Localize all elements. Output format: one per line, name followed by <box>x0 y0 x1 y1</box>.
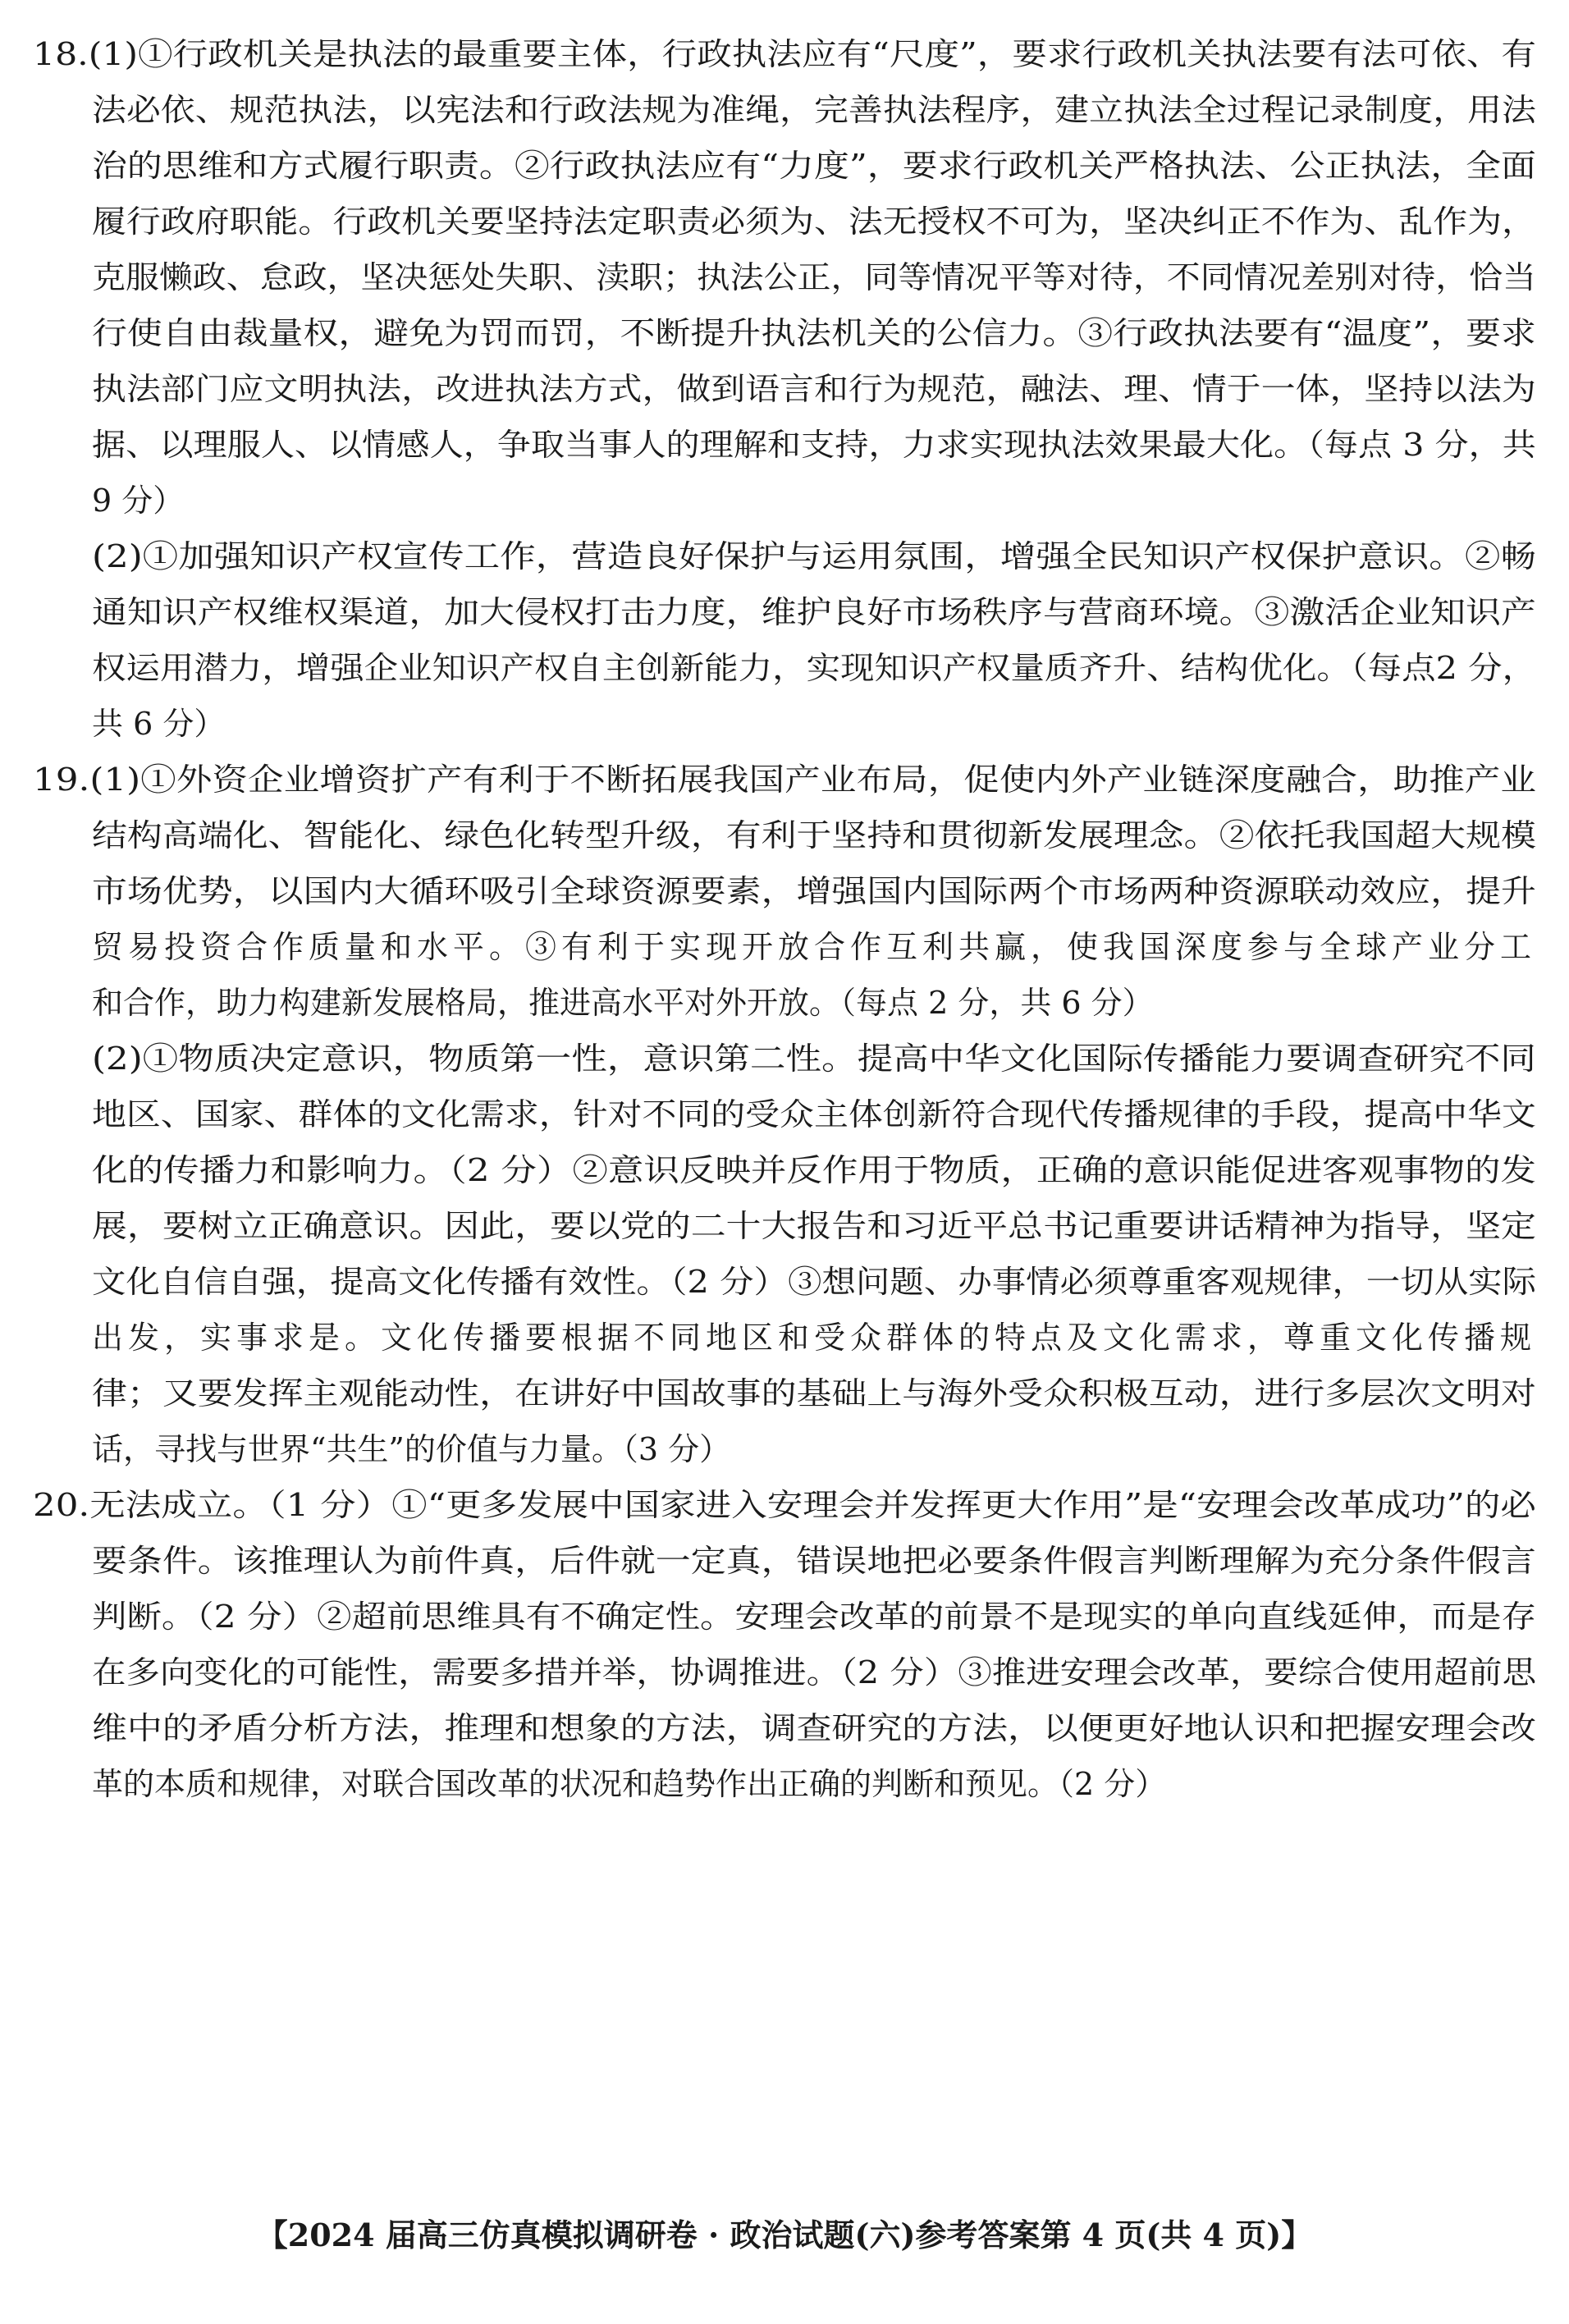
text-line: 共 6 分） <box>92 706 226 742</box>
text-line: 行使自由裁量权，避免为罚而罚，不断提升执法机关的公信力。③行政执法要有“温度”，要求 <box>92 315 1536 351</box>
text-line: 履行政府职能。行政机关要坚持法定职责必须为、法无授权不可为，坚决纠正不作为、乱作为， <box>92 204 1536 240</box>
text-line: 结构高端化、智能化、绿色化转型升级，有利于坚持和贯彻新发展理念。②依托我国超大规模 <box>92 817 1536 853</box>
text-line: 地区、国家、群体的文化需求，针对不同的受众主体创新符合现代传播规律的手段，提高中华文 <box>92 1096 1536 1132</box>
text-line: 文化自信自强，提高文化传播有效性。（2 分）③想问题、办事情必须尊重客观规律，一切从实际 <box>92 1264 1537 1300</box>
text-line: 执法部门应文明执法，改进执法方式，做到语言和行为规范，融法、理、情于一体，坚持以法为 <box>92 371 1536 407</box>
text-line: 治的思维和方式履行职责。②行政执法应有“力度”，要求行政机关严格执法、公正执法，全面 <box>92 148 1536 184</box>
text-line: 和合作，助力构建新发展格局，推进高水平对外开放。（每点 2 分，共 6 分） <box>92 985 1154 1021</box>
text-line: 律；又要发挥主观能动性，在讲好中国故事的基础上与海外受众积极互动，进行多层次文明对 <box>92 1375 1536 1411</box>
text-line: 18.(1)①行政机关是执法的最重要主体，行政执法应有“尺度”，要求行政机关执法要有法可依、有 <box>33 36 1536 72</box>
text-line: 展，要树立正确意识。因此，要以党的二十大报告和习近平总书记重要讲话精神为指导，坚定 <box>92 1208 1536 1244</box>
text-line: 出发，实事求是。文化传播要根据不同地区和受众群体的特点及文化需求，尊重文化传播规 <box>92 1320 1537 1356</box>
text-line: 9 分） <box>92 483 185 519</box>
text-line: 判断。（2 分）②超前思维具有不确定性。安理会改革的前景不是现实的单向直线延伸，而是存 <box>92 1599 1537 1635</box>
text-line: 据、以理服人、以情感人，争取当事人的理解和支持，力求实现执法效果最大化。（每点 3 分，共 <box>92 427 1536 463</box>
page-footer: 【2024 届高三仿真模拟调研卷 · 政治试题(六)参考答案第 4 页(共 4 页)】 <box>256 2216 1313 2253</box>
text-line: 维中的矛盾分析方法，推理和想象的方法，调查研究的方法，以便更好地认识和把握安理会改 <box>92 1710 1536 1746</box>
text-line: 权运用潜力，增强企业知识产权自主创新能力，实现知识产权量质齐升、结构优化。（每点2 分， <box>92 650 1537 686</box>
text-line: 市场优势，以国内大循环吸引全球资源要素，增强国内国际两个市场两种资源联动效应，提升 <box>92 873 1536 909</box>
text-line: 20.无法成立。（1 分）①“更多发展中国家进入安理会并发挥更大作用”是“安理会改革成功”的必 <box>33 1487 1536 1523</box>
text-line: (2)①物质决定意识，物质第一性，意识第二性。提高中华文化国际传播能力要调查研究不同 <box>92 1041 1536 1077</box>
text-line: 话，寻找与世界“共生”的价值与力量。（3 分） <box>92 1431 731 1467</box>
text-line: 法必依、规范执法，以宪法和行政法规为准绳，完善执法程序，建立执法全过程记录制度，用法 <box>92 92 1536 128</box>
text-line: 贸易投资合作质量和水平。③有利于实现开放合作互利共赢，使我国深度参与全球产业分工 <box>92 929 1537 965</box>
text-line: 在多向变化的可能性，需要多措并举，协调推进。（2 分）③推进安理会改革，要综合使用超前思 <box>92 1654 1537 1690</box>
text-line: 革的本质和规律，对联合国改革的状况和趋势作出正确的判断和预见。（2 分） <box>92 1766 1167 1802</box>
text-line: 通知识产权维权渠道，加大侵权打击力度，维护良好市场秩序与营商环境。③激活企业知识产 <box>92 594 1536 630</box>
text-line: 要条件。该推理认为前件真，后件就一定真，错误地把必要条件假言判断理解为充分条件假言 <box>92 1543 1536 1579</box>
text-line: 克服懒政、怠政，坚决惩处失职、渎职；执法公正，同等情况平等对待，不同情况差别对待，恰当 <box>92 259 1536 295</box>
text-line: 化的传播力和影响力。（2 分）②意识反映并反作用于物质，正确的意识能促进客观事物的发 <box>92 1152 1537 1188</box>
text-line: (2)①加强知识产权宣传工作，营造良好保护与运用氛围，增强全民知识产权保护意识。②畅 <box>92 538 1536 574</box>
text-line: 19.(1)①外资企业增资扩产有利于不断拓展我国产业布局，促使内外产业链深度融合，助推产业 <box>33 762 1537 798</box>
